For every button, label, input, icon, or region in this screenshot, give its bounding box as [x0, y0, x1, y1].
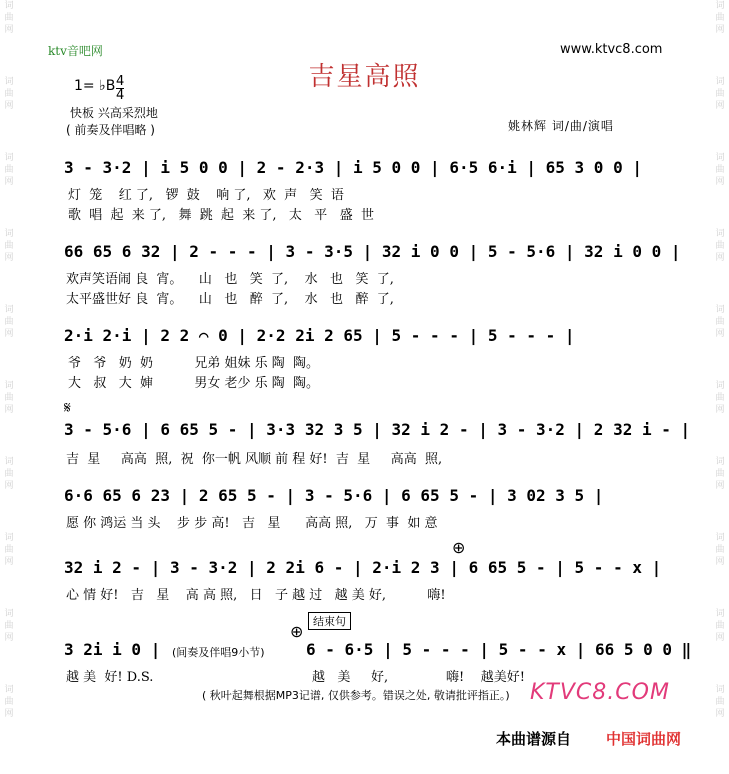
- footnote: ( 秋叶起舞根据MP3记谱, 仅供参考。错误之处, 敬请批评指正。): [202, 689, 510, 702]
- prelude-note: ( 前奏及伴唱略 ): [66, 123, 155, 137]
- notation-row-3: 2·i 2·i | 2 2 ⌒ 0 | 2·2 2i 2 65 | 5 - - - | 5 - - - |: [64, 326, 575, 345]
- notation-row-2: 66 65 6 32 | 2 - - - | 3 - 3·5 | 32 i 0 0 | 5 - 5·6 | 32 i 0 0 |: [64, 242, 681, 261]
- coda-sign: ⊕: [452, 538, 466, 557]
- tempo-marking: 快板 兴高采烈地: [70, 106, 158, 120]
- site-url-right: www.ktvc8.com: [560, 42, 663, 57]
- notation-row-6: 32 i 2 - | 3 - 3·2 | 2 2i 6 - | 2·i 2 3 | 6 65 5 - | 5 - - x |: [64, 558, 662, 577]
- lyric-row-4: 吉 星 高高 照, 祝 你一帆 风顺 前 程 好! 吉 星 高高 照,: [66, 452, 443, 467]
- time-top: 4: [116, 74, 125, 89]
- segno-sign: 𝄋: [64, 398, 71, 417]
- ktvc8-logo: KTVC8.COM: [530, 680, 670, 705]
- lyric-row-2-verse-1: 欢声笑语闹 良 宵。 山 也 笑 了, 水 也 笑 了,: [66, 272, 394, 287]
- key-signature: 1= ♭B: [74, 78, 116, 94]
- time-bottom: 4: [116, 88, 125, 103]
- lyric-row-3-verse-1: 爷 爷 奶 奶 兄弟 姐妹 乐 陶 陶。: [68, 356, 320, 371]
- lyric-row-7-start: 越 美 好! D.S.: [66, 670, 154, 685]
- notation-row-4: 3 - 5·6 | 6 65 5 - | 3·3 32 3 5 | 32 i 2 - | 3 - 3·2 | 2 32 i - |: [64, 420, 691, 439]
- notation-row-1: 3 - 3·2 | i 5 0 0 | 2 - 2·3 | i 5 0 0 | 6·5 6·i | 65 3 0 0 |: [64, 158, 642, 177]
- lyric-row-6: 心 情 好! 吉 星 高 高 照, 日 子 越 过 越 美 好, 嗨!: [66, 588, 446, 603]
- notation-row-5: 6·6 65 6 23 | 2 65 5 - | 3 - 5·6 | 6 65 5 - | 3 02 3 5 |: [64, 486, 604, 505]
- source-label: 本曲谱源自: [496, 730, 572, 748]
- lyric-row-1-verse-2: 歌 唱 起 来 了, 舞 跳 起 来 了, 太 平 盛 世: [68, 208, 374, 223]
- lyric-row-2-verse-2: 太平盛世好 良 宵。 山 也 醉 了, 水 也 醉 了,: [66, 292, 394, 307]
- side-watermark-left: 词曲网 词曲网 词曲网 词曲网 词曲网 词曲网 词曲网 词曲网 词曲网 词曲网: [4, 1, 14, 719]
- lyric-row-3-verse-2: 大 叔 大 婶 男女 老少 乐 陶 陶。: [68, 376, 320, 391]
- ending-label: 结束句: [308, 612, 351, 630]
- site-name-left: ktv音吧网: [48, 44, 103, 58]
- song-title: 吉星高照: [308, 62, 421, 92]
- lyric-row-7-ending: 越 美 好, 嗨! 越美好!: [312, 670, 526, 685]
- credits: 姚林辉 词/曲/演唱: [508, 119, 614, 133]
- notation-row-7-ending: 6 - 6·5 | 5 - - - | 5 - - x | 66 5 0 0 ‖: [306, 640, 692, 659]
- notation-row-7-start: 3 2i i 0 |: [64, 640, 161, 659]
- time-signature: [116, 75, 124, 102]
- lyric-row-5: 愿 你 鸿运 当 头 步 步 高! 吉 星 高高 照, 万 事 如 意: [66, 516, 438, 531]
- source-site: 中国词曲网: [606, 730, 682, 748]
- side-watermark-right: 词曲网 词曲网 词曲网 词曲网 词曲网 词曲网 词曲网 词曲网 词曲网 词曲网: [715, 1, 725, 719]
- interlude-note: (间奏及伴唱9小节): [172, 646, 265, 659]
- lyric-row-1-verse-1: 灯 笼 红 了, 锣 鼓 响 了, 欢 声 笑 语: [68, 188, 344, 203]
- coda-sign-ending: ⊕: [290, 622, 304, 641]
